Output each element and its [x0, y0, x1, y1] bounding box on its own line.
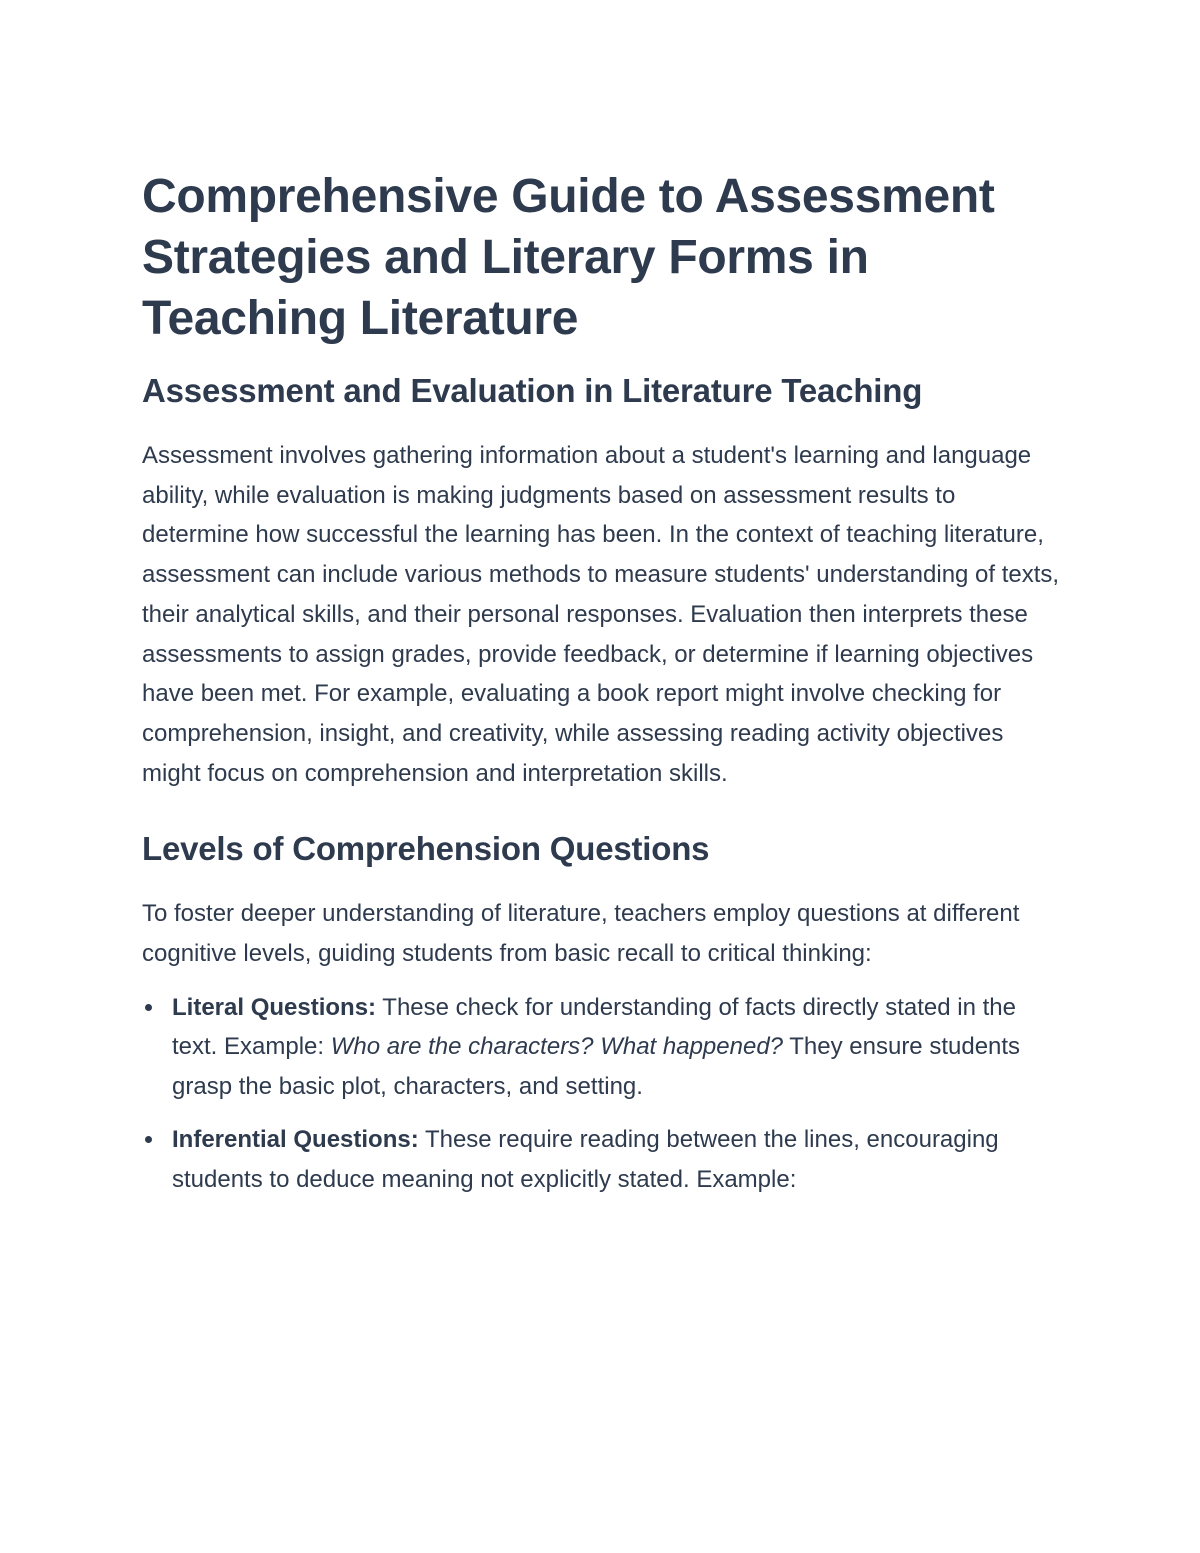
list-item-term: Literal Questions:	[172, 993, 377, 1021]
section-heading-comprehension: Levels of Comprehension Questions	[142, 830, 710, 868]
section-paragraph-comprehension: To foster deeper understanding of literature, teachers employ questions at different cognitive levels, guiding students from basic recall to critical thinking:	[142, 900, 1020, 968]
page-title: Comprehensive Guide to Assessment Strategies and Literary Forms in Teaching Literature	[142, 170, 995, 345]
list-item-term: Inferential Questions:	[172, 1125, 419, 1153]
list-item-inferential	[172, 1120, 1060, 1199]
section-paragraph-assessment: Assessment involves gathering information about a student's learning and language ability, while evaluation is making judgments based on assessment results to determine how successful the learning has been. In the context of teaching literature, assessment can include various methods to measure students' understanding of texts, their analytical skills, and their personal responses. Evaluation then interprets these assessments to assign grades, provide feedback, or determine if learning objectives have been met. For example, evaluating a book report might involve checking for comprehension, insight, and creativity, while assessing reading activity objectives might focus on comprehension and interpretation skills.	[142, 442, 1060, 787]
list-item-text: These require reading between the lines, encouraging students to deduce meaning not explicitly stated. Example:	[172, 1125, 999, 1193]
section-heading-assessment: Assessment and Evaluation in Literature Teaching	[142, 372, 923, 409]
question-level-list	[142, 988, 1060, 1200]
list-item-literal	[172, 988, 1060, 1107]
bullet-icon	[145, 1004, 152, 1011]
list-item-text-after: They ensure students grasp the basic plot, characters, and setting.	[172, 1033, 1021, 1101]
list-item-example: Who are the characters? What happened?	[330, 1033, 784, 1061]
list-item-text: These check for understanding of facts directly stated in the text. Example:	[172, 993, 1016, 1061]
bullet-icon	[145, 1136, 152, 1143]
